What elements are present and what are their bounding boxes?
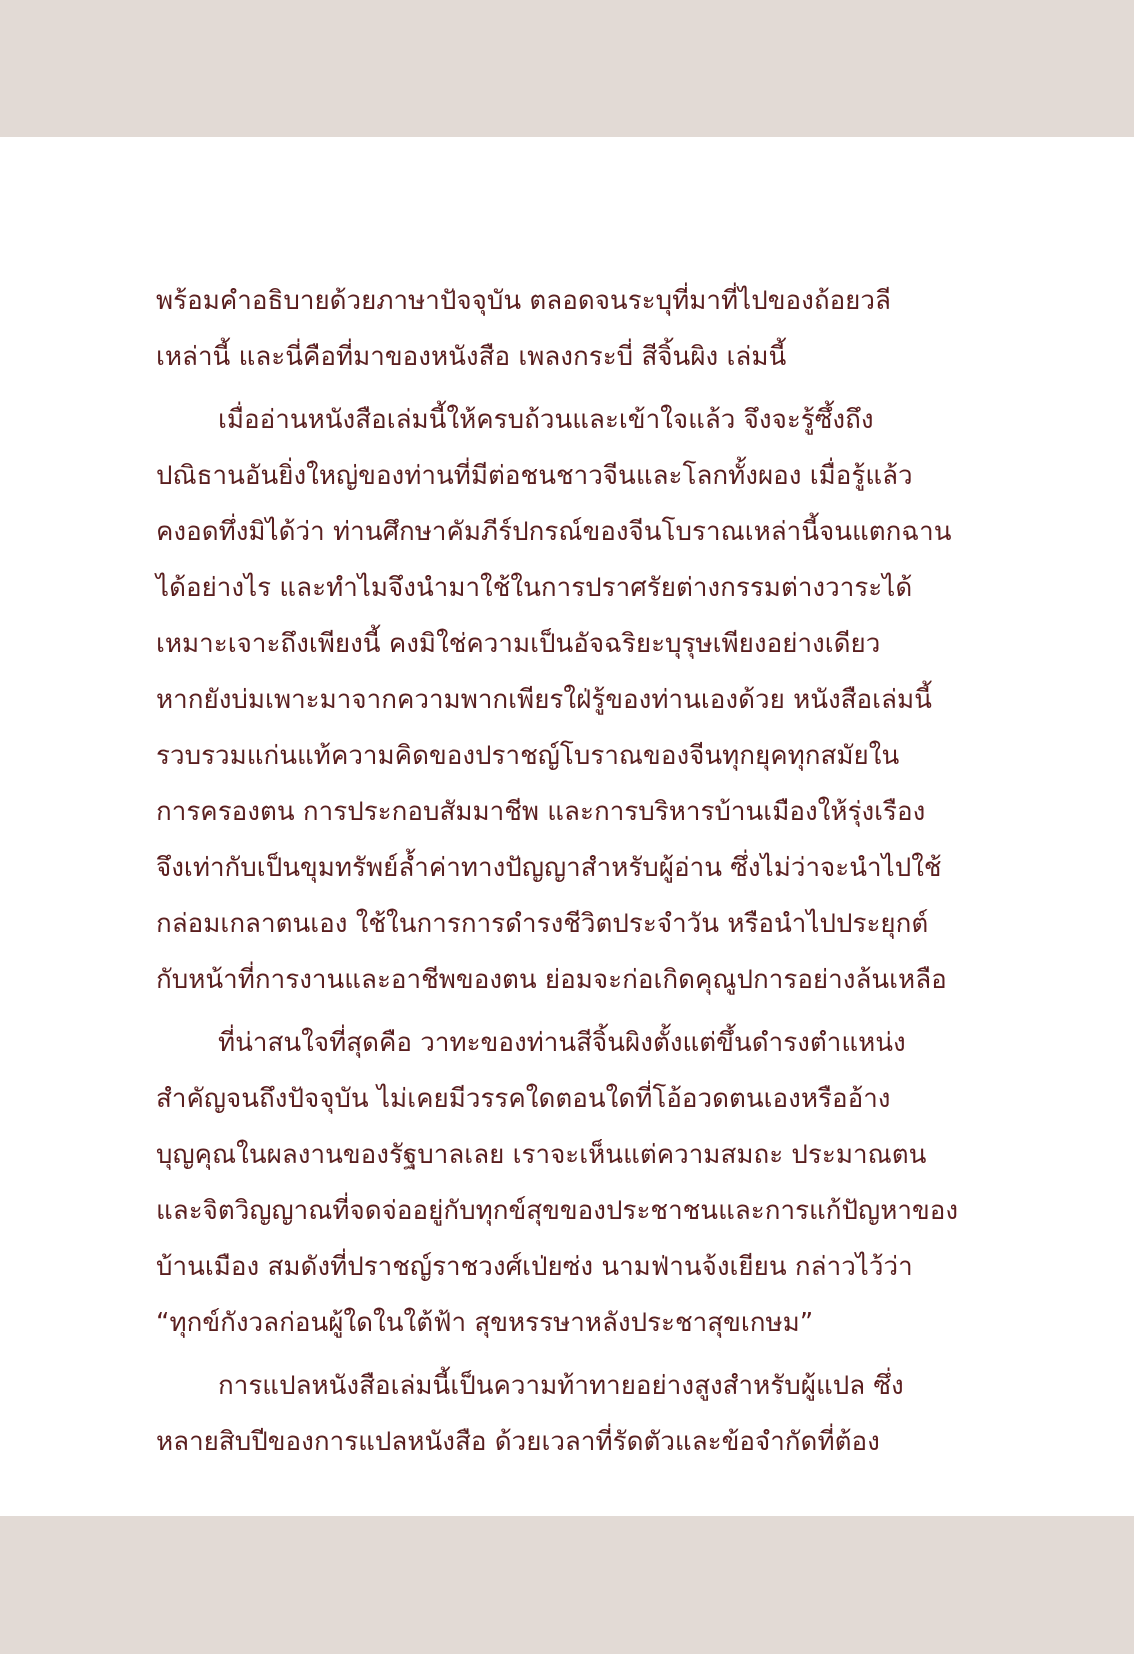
paragraph-start-line: เมื่ออ่านหนังสือเล่มนี้ให้ครบถ้วนและเข้าใจแล้ว จึงจะรู้ซึ้งถึง (218, 405, 874, 435)
paragraph-start-line: การแปลหนังสือเล่มนี้เป็นความท้าทายอย่างสูงสำหรับผู้แปล ซึ่ง (218, 1371, 904, 1401)
text-line: และจิตวิญญาณที่จดจ่ออยู่กับทุกข์สุขของประชาชนและการแก้ปัญหาของ (156, 1196, 959, 1226)
quote-line: “ทุกข์กังวลก่อนผู้ใดในใต้ฟ้า สุขหรรษาหลังประชาสุขเกษม” (156, 1308, 814, 1338)
text-line: เหล่านี้ และนี่คือที่มาของหนังสือ เพลงกระบี่ สีจิ้นผิง เล่มนี้ (156, 342, 787, 372)
text-line: กล่อมเกลาตนเอง ใช้ในการการดำรงชีวิตประจำวัน หรือนำไปประยุกต์ (156, 909, 929, 939)
body-text (156, 273, 959, 1470)
text-line: จึงเท่ากับเป็นขุมทรัพย์ล้ำค่าทางปัญญาสำหรับผู้อ่าน ซึ่งไม่ว่าจะนำไปใช้ (156, 853, 942, 883)
text-line: ปณิธานอันยิ่งใหญ่ของท่านที่มีต่อชนชาวจีนและโลกทั้งผอง เมื่อรู้แล้ว (156, 461, 913, 491)
text-line: สำคัญจนถึงปัจจุบัน ไม่เคยมีวรรคใดตอนใดที่โอ้อวดตนเองหรืออ้าง (156, 1084, 891, 1114)
text-line: คงอดทึ่งมิได้ว่า ท่านศึกษาคัมภีร์ปกรณ์ของจีนโบราณเหล่านี้จนแตกฉาน (156, 517, 952, 547)
text-line: บุญคุณในผลงานของรัฐบาลเลย เราจะเห็นแต่ความสมถะ ประมาณตน (156, 1140, 927, 1170)
text-line: บ้านเมือง สมดังที่ปราชญ์ราชวงศ์เป่ยซ่ง นามฟ่านจ้งเยียน กล่าวไว้ว่า (156, 1252, 913, 1282)
book-page (0, 137, 1134, 1516)
text-line: พร้อมคำอธิบายด้วยภาษาปัจจุบัน ตลอดจนระบุที่มาที่ไปของถ้อยวลี (156, 286, 891, 316)
text-line: หลายสิบปีของการแปลหนังสือ ด้วยเวลาที่รัดตัวและข้อจำกัดที่ต้อง (156, 1427, 880, 1457)
text-line: หากยังบ่มเพาะมาจากความพากเพียรใฝ่รู้ของท่านเองด้วย หนังสือเล่มนี้ (156, 685, 932, 715)
paragraph-start-line: ที่น่าสนใจที่สุดคือ วาทะของท่านสีจิ้นผิงตั้งแต่ขึ้นดำรงตำแหน่ง (218, 1028, 906, 1058)
text-line: ได้อย่างไร และทำไมจึงนำมาใช้ในการปราศรัยต่างกรรมต่างวาระได้ (156, 573, 913, 603)
text-line: กับหน้าที่การงานและอาชีพของตน ย่อมจะก่อเกิดคุณูปการอย่างล้นเหลือ (156, 965, 947, 995)
text-line: การครองตน การประกอบสัมมาชีพ และการบริหารบ้านเมืองให้รุ่งเรือง (156, 797, 926, 827)
text-line: เหมาะเจาะถึงเพียงนี้ คงมิใช่ความเป็นอัจฉริยะบุรุษเพียงอย่างเดียว (156, 629, 881, 659)
text-line: รวบรวมแก่นแท้ความคิดของปราชญ์โบราณของจีนทุกยุคทุกสมัยใน (156, 741, 900, 771)
top-margin-band (0, 0, 1134, 137)
bottom-margin-band (0, 1516, 1134, 1654)
